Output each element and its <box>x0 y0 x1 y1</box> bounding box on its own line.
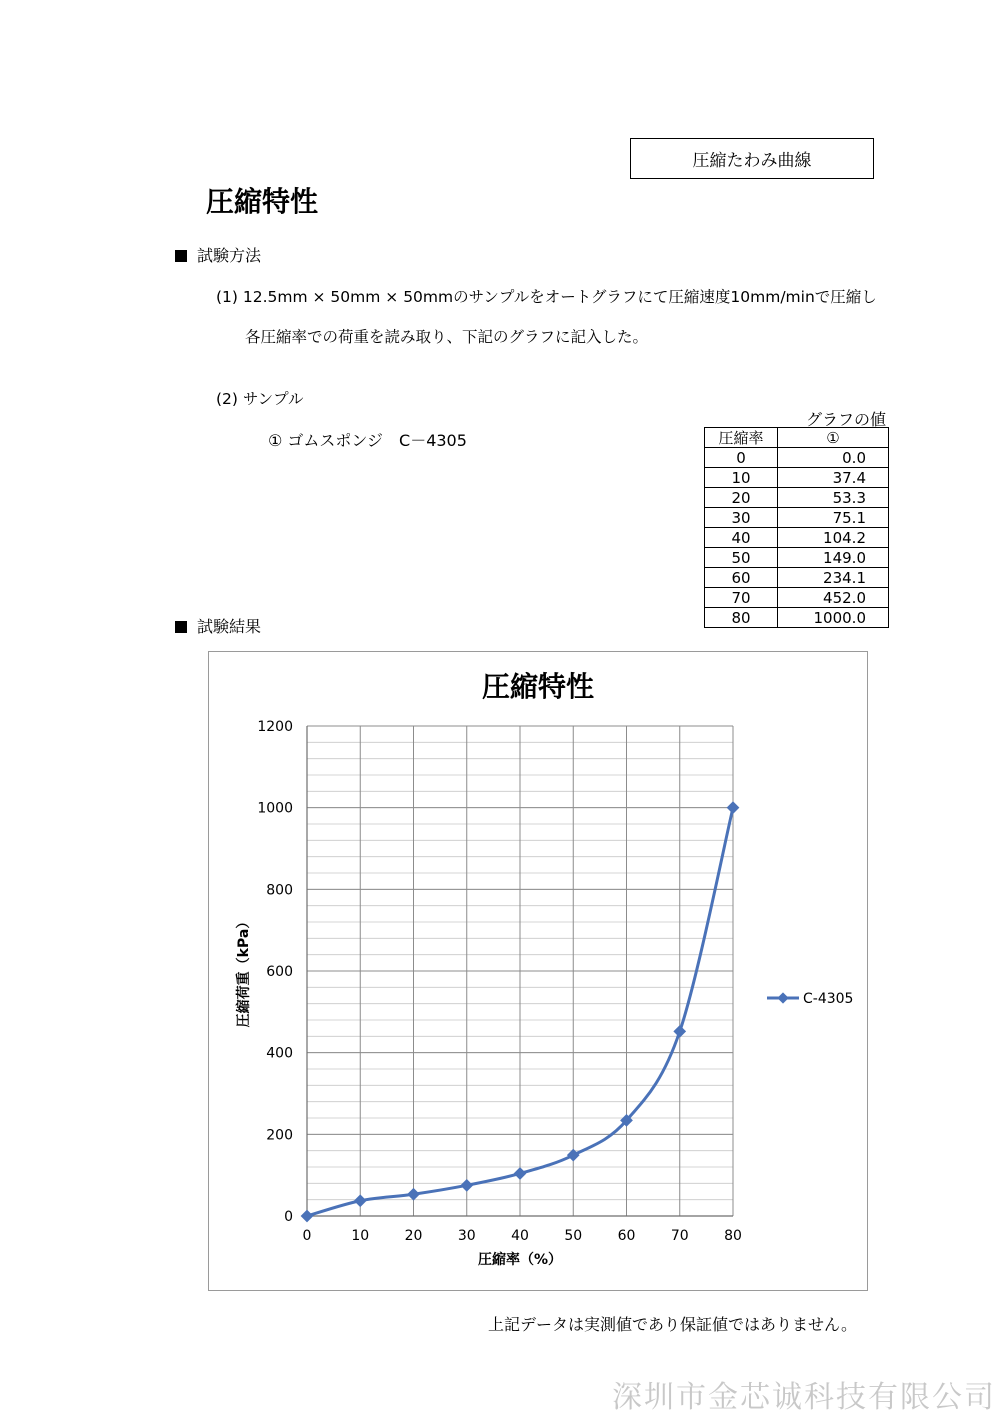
value-table-load-cell: 75.1 <box>778 508 889 528</box>
x-tick-label: 40 <box>511 1228 529 1244</box>
value-table-row <box>705 448 889 468</box>
page-title: 圧縮特性 <box>206 185 319 218</box>
x-tick-label: 50 <box>564 1228 583 1244</box>
value-table-row <box>705 588 889 608</box>
company-watermark: 深圳市金芯诚科技有限公司 <box>612 1380 996 1415</box>
y-tick-label: 1200 <box>257 719 293 735</box>
y-tick-label: 600 <box>266 964 293 980</box>
value-table-load-cell: 1000.0 <box>778 608 889 628</box>
x-tick-label: 10 <box>351 1228 370 1244</box>
value-table-row <box>705 548 889 568</box>
results-heading-text: 試験結果 <box>197 617 262 636</box>
x-tick-label: 80 <box>724 1228 742 1244</box>
value-table-body <box>705 448 889 628</box>
value-table-row <box>705 468 889 488</box>
y-tick-label: 400 <box>266 1045 293 1062</box>
x-tick-label: 30 <box>457 1228 476 1244</box>
sample-name: ① ゴムスポンジ C－4305 <box>268 431 467 450</box>
curve-type-label: 圧縮たわみ曲線 <box>692 151 812 171</box>
y-tick-label: 200 <box>266 1127 293 1144</box>
bullet-square-icon <box>175 621 187 633</box>
value-table-rate-cell: 0 <box>705 448 778 468</box>
legend-label: C-4305 <box>803 991 854 1007</box>
x-tick-label: 20 <box>404 1228 423 1244</box>
value-table-header-row <box>705 428 889 448</box>
value-table-load-cell: 37.4 <box>778 468 889 488</box>
data-point-marker <box>407 1188 420 1201</box>
value-table <box>704 427 889 628</box>
value-table-col2-header: ① <box>778 428 889 448</box>
value-table-rate-cell: 60 <box>705 568 778 588</box>
data-point-marker <box>460 1179 473 1192</box>
chart-title: 圧縮特性 <box>481 670 595 703</box>
value-table-col1-header: 圧縮率 <box>705 428 778 448</box>
value-table-rate-cell: 40 <box>705 528 778 548</box>
data-point-marker <box>727 801 740 814</box>
y-tick-label: 0 <box>284 1209 293 1225</box>
method-item1-line1: (1) 12.5mm × 50mm × 50mmのサンプルをオートグラフにて圧縮速度10mm/minで圧縮し <box>216 288 877 306</box>
value-table-load-cell: 452.0 <box>778 588 889 608</box>
compression-chart <box>209 652 867 1290</box>
value-table-rate-cell: 70 <box>705 588 778 608</box>
value-table-rate-cell: 10 <box>705 468 778 488</box>
x-tick-label: 70 <box>670 1228 689 1244</box>
method-heading <box>175 243 261 266</box>
value-table-rate-cell: 30 <box>705 508 778 528</box>
curve-type-label-box <box>630 138 874 179</box>
x-tick-label: 60 <box>617 1228 636 1244</box>
value-table-row <box>705 608 889 628</box>
value-table-load-cell: 104.2 <box>778 528 889 548</box>
value-table-row <box>705 528 889 548</box>
value-table-rate-cell: 50 <box>705 548 778 568</box>
method-heading-text: 試験方法 <box>197 246 262 265</box>
value-table-load-cell: 53.3 <box>778 488 889 508</box>
y-axis-title: 圧縮荷重（kPa） <box>236 914 252 1028</box>
y-tick-label: 1000 <box>257 800 293 817</box>
legend-marker <box>777 992 788 1003</box>
value-table-rate-cell: 80 <box>705 608 778 628</box>
bullet-square-icon <box>175 250 187 262</box>
data-point-marker <box>301 1210 314 1223</box>
value-table-load-cell: 149.0 <box>778 548 889 568</box>
data-point-marker <box>673 1025 686 1038</box>
data-point-marker <box>354 1194 367 1207</box>
x-axis-title: 圧縮率（%） <box>477 1252 563 1268</box>
value-table-row <box>705 568 889 588</box>
data-point-marker <box>514 1167 527 1180</box>
value-table-load-cell: 0.0 <box>778 448 889 468</box>
value-table-row <box>705 508 889 528</box>
method-item2: (2) サンプル <box>216 390 304 408</box>
footnote: 上記データは実測値であり保証値ではありません。 <box>488 1315 857 1334</box>
method-item1-line2: 各圧縮率での荷重を読み取り、下記のグラフに記入した。 <box>245 328 649 346</box>
y-tick-label: 800 <box>266 882 293 899</box>
value-table-rate-cell: 20 <box>705 488 778 508</box>
results-heading <box>175 614 261 637</box>
value-table-load-cell: 234.1 <box>778 568 889 588</box>
chart-frame <box>208 651 868 1291</box>
value-table-row <box>705 488 889 508</box>
value-table-caption: グラフの値 <box>806 410 887 429</box>
x-tick-label: 0 <box>302 1228 312 1244</box>
